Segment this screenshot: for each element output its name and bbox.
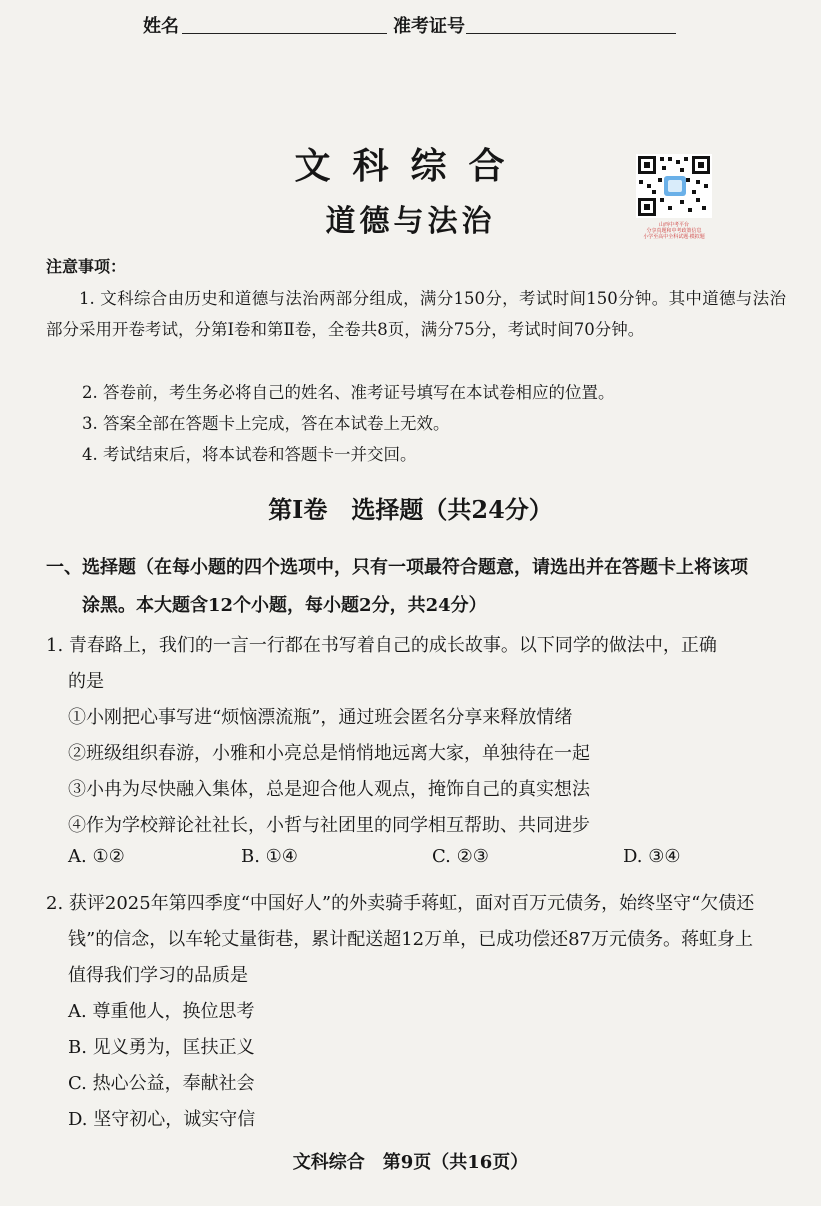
- notice-item-4: 4. 考试结束后，将本试卷和答题卡一并交回。: [82, 445, 417, 464]
- part-one-line-2: 涂黑。本大题含12个小题，每小题2分，共24分）: [82, 595, 487, 616]
- q2-stem-line-1: 2. 获评2025年第四季度“中国好人”的外卖骑手蒋虹，面对百万元债务，始终坚守“欠债还: [46, 893, 755, 914]
- q2-option-b[interactable]: B. 见义勇为，匡扶正义: [68, 1037, 255, 1058]
- q2-stem-line-3: 值得我们学习的品质是: [68, 965, 248, 986]
- q2-option-a[interactable]: A. 尊重他人，换位思考: [68, 1001, 255, 1022]
- part-one-line-1: 一、选择题（在每小题的四个选项中，只有一项最符合题意，请选出并在答题卡上将该项: [46, 557, 748, 578]
- q1-statement-1: ①小刚把心事写进“烦恼漂流瓶”，通过班会匿名分享来释放情绪: [68, 707, 573, 728]
- q1-stem-line-2: 的是: [68, 671, 104, 692]
- notice-item-1: 1. 文科综合由历史和道德与法治两部分组成，满分150分，考试时间150分钟。其中道德与法治部分采用开卷考试，分第Ⅰ卷和第Ⅱ卷，全卷共8页，满分75分，考试时间70分钟。: [46, 289, 786, 339]
- q1-option-b[interactable]: B. ①④: [241, 846, 298, 867]
- q2-stem-line-2: 钱”的信念，以车轮丈量街巷，累计配送超12万单，已成功偿还87万元债务。蒋虹身上: [68, 929, 754, 950]
- q1-statement-3: ③小冉为尽快融入集体，总是迎合他人观点，掩饰自己的真实想法: [68, 779, 590, 800]
- notice-item-2: 2. 答卷前，考生务必将自己的姓名、准考证号填写在本试卷相应的位置。: [82, 383, 615, 402]
- notice-item-3: 3. 答案全部在答题卡上完成，答在本试卷上无效。: [82, 414, 450, 433]
- q2-option-c[interactable]: C. 热心公益，奉献社会: [68, 1073, 255, 1094]
- q1-option-c[interactable]: C. ②③: [432, 846, 489, 867]
- q1-options: [68, 846, 798, 878]
- page-title: 文科综合: [294, 146, 527, 187]
- qr-caption: 山西中考平台 分享真题和中考政策信息 小学至高中全科试题·模拟题: [643, 222, 705, 240]
- page-subtitle: 道德与法治: [325, 204, 496, 239]
- page-footer: 文科综合 第9页（共16页）: [292, 1152, 529, 1173]
- q1-stem-line-1: 1. 青春路上，我们的一言一行都在书写着自己的成长故事。以下同学的做法中，正确: [46, 635, 717, 656]
- name-underline: [182, 33, 387, 34]
- q2-option-d[interactable]: D. 坚守初心，诚实守信: [68, 1109, 256, 1130]
- q1-option-d[interactable]: D. ③④: [623, 846, 681, 867]
- id-underline: [466, 33, 676, 34]
- section-title: 第Ⅰ卷 选择题（共24分）: [268, 495, 553, 524]
- id-label: 准考证号: [393, 16, 465, 37]
- qr-code-image: [636, 154, 712, 218]
- notice-heading: 注意事项：: [46, 257, 127, 276]
- name-label: 姓名: [143, 16, 179, 37]
- q1-statement-4: ④作为学校辩论社社长，小哲与社团里的同学相互帮助、共同进步: [68, 815, 590, 836]
- q1-option-a[interactable]: A. ①②: [68, 846, 125, 867]
- q1-statement-2: ②班级组织春游，小雅和小亮总是悄悄地远离大家，单独待在一起: [68, 743, 590, 764]
